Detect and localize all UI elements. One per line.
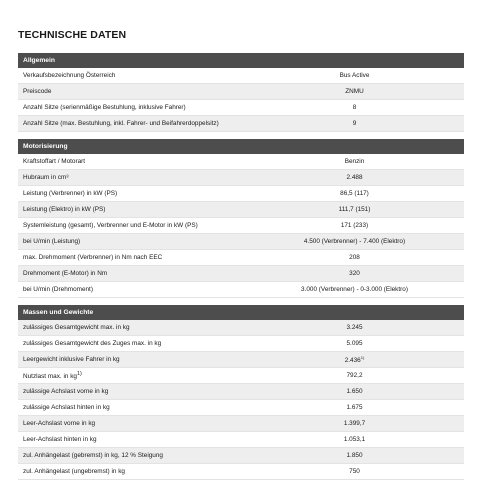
- section-heading: Motorisierung: [18, 139, 464, 154]
- section-heading: Massen und Gewichte: [18, 305, 464, 320]
- row-label: Nutzlast max. in kg: [23, 373, 77, 381]
- row-label: zulässige Achslast hinten in kg: [23, 404, 110, 411]
- table-row: [18, 352, 464, 368]
- row-label: max. Drehmoment (Verbrenner) in Nm nach EEC: [23, 254, 163, 261]
- table-row: [18, 320, 464, 336]
- table-row: [18, 170, 464, 186]
- row-value: 2.436: [344, 357, 361, 365]
- row-value: 3.000 (Verbrenner) - 0-3.000 (Elektro): [301, 286, 408, 293]
- row-label: Leergewicht inklusive Fahrer in kg: [23, 356, 120, 363]
- table-row: [18, 432, 464, 448]
- row-value-with-footnote: [273, 355, 464, 364]
- row-value: 5.095: [346, 340, 363, 347]
- row-value: 86,5 (117): [340, 190, 369, 197]
- row-label: bei U/min (Leistung): [23, 238, 81, 245]
- table-row: [18, 464, 464, 480]
- table-row: [18, 186, 464, 202]
- row-label: zul. Anhängelast (ungebremst) in kg: [23, 468, 125, 475]
- table-row: [18, 368, 464, 384]
- table-row: [18, 84, 464, 100]
- row-value: 8: [352, 104, 357, 111]
- row-label: zulässige Achslast vorne in kg: [23, 388, 109, 395]
- section-heading: Allgemein: [18, 53, 464, 68]
- table-row: [18, 250, 464, 266]
- row-value: ZNMU: [345, 88, 364, 95]
- table-row: [18, 336, 464, 352]
- table-row: [18, 116, 464, 132]
- row-value: 1.675: [346, 404, 363, 411]
- row-value: 9: [352, 120, 357, 127]
- row-label: Leistung (Elektro) in kW (PS): [23, 206, 106, 213]
- row-label-with-footnote: [18, 371, 273, 380]
- row-label: Anzahl Sitze (max. Bestuhlung, inkl. Fahrer- und Beifahrerdoppelsitz): [23, 120, 219, 127]
- row-label: zulässiges Gesamtgewicht max. in kg: [23, 324, 130, 331]
- section-motorisierung: [18, 139, 464, 298]
- row-value: 111,7 (151): [338, 206, 371, 213]
- row-label: zul. Anhängelast (gebremst) in kg, 12 % Steigung: [23, 452, 163, 459]
- row-label: Verkaufsbezeichnung Österreich: [23, 72, 116, 79]
- footnote-mark: 1): [360, 354, 365, 360]
- row-value: 4.500 (Verbrenner) - 7.400 (Elektro): [303, 238, 406, 245]
- row-label: Systemleistung (gesamt), Verbrenner und E-Motor in kW (PS): [23, 222, 198, 229]
- section-allgemein: [18, 53, 464, 132]
- row-value: 1.850: [346, 452, 363, 459]
- row-value: 171 (233): [340, 222, 369, 229]
- table-row: [18, 218, 464, 234]
- table-row: [18, 266, 464, 282]
- table-row: [18, 448, 464, 464]
- row-label: Leer-Achslast hinten in kg: [23, 436, 97, 443]
- row-label: bei U/min (Drehmoment): [23, 286, 93, 293]
- row-label: Drehmoment (E-Motor) in Nm: [23, 270, 108, 277]
- row-value: 1.650: [346, 388, 363, 395]
- row-value: 3.245: [346, 324, 363, 331]
- row-label: Leer-Achslast vorne in kg: [23, 420, 96, 427]
- table-row: [18, 234, 464, 250]
- row-label: Hubraum in cm³: [23, 174, 69, 181]
- row-value: 1.399,7: [343, 420, 366, 427]
- row-label: Preiscode: [23, 88, 52, 95]
- table-row: [18, 154, 464, 170]
- row-label: Leistung (Verbrenner) in kW (PS): [23, 190, 118, 197]
- row-value: Benzin: [344, 158, 365, 165]
- row-value: 2.488: [346, 174, 363, 181]
- row-label: Anzahl Sitze (serienmäßige Bestuhlung, inklusive Fahrer): [23, 104, 186, 111]
- row-value: 792,2: [346, 372, 363, 379]
- row-value: 208: [349, 254, 360, 261]
- page-title: TECHNISCHE DATEN: [18, 29, 127, 41]
- table-row: [18, 100, 464, 116]
- table-row: [18, 202, 464, 218]
- row-value: Bus Active: [339, 72, 370, 79]
- table-row: [18, 400, 464, 416]
- row-label: Kraftstoffart / Motorart: [23, 158, 86, 165]
- table-row: [18, 282, 464, 298]
- table-row: [18, 384, 464, 400]
- table-row: [18, 416, 464, 432]
- table-row: [18, 68, 464, 84]
- row-value: 1.053,1: [343, 436, 366, 443]
- row-value: 750: [349, 468, 360, 475]
- row-value: 320: [349, 270, 360, 277]
- footnote-mark: 1): [76, 370, 82, 377]
- section-massen-und-gewichte: [18, 305, 464, 480]
- row-label: zulässiges Gesamtgewicht des Zuges max. in kg: [23, 340, 162, 347]
